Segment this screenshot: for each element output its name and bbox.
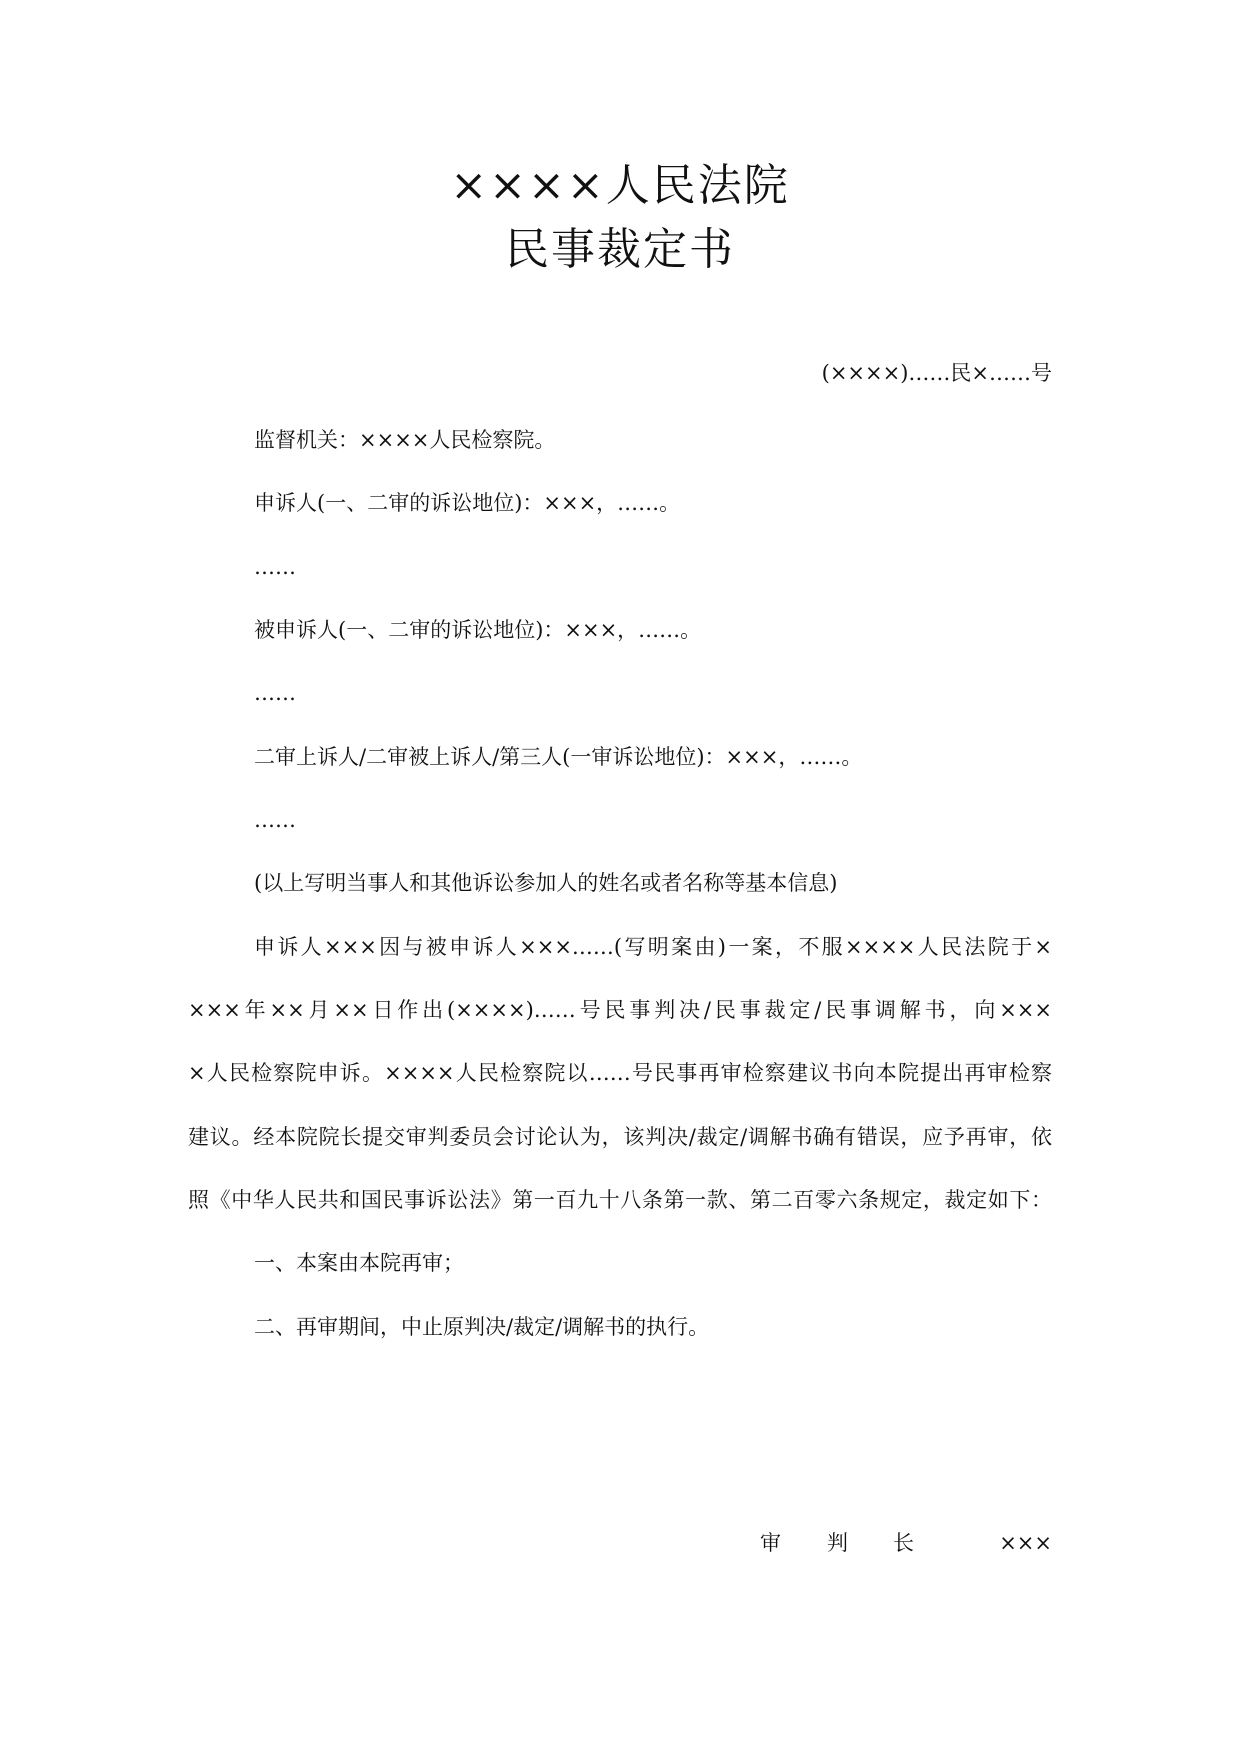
body-line: 照《中华人民共和国民事诉讼法》第一百九十八条第一款、第二百零六条规定，裁定如下： (188, 1188, 1052, 1212)
parties-note: (以上写明当事人和其他诉讼参加人的姓名或者名称等基本信息) (254, 871, 838, 895)
supervisory-organ: 监督机关：××××人民检察院。 (254, 428, 556, 452)
appellant: 申诉人(一、二审的诉讼地位)：×××，……。 (254, 491, 681, 515)
ellipsis-line: …… (254, 808, 296, 832)
respondent: 被申诉人(一、二审的诉讼地位)：×××，……。 (254, 618, 702, 642)
body-line: ×人民检察院申诉。××××人民检察院以……号民事再审检察建议书向本院提出再审检察 (188, 1061, 1052, 1085)
body-line: 建议。经本院院长提交审判委员会讨论认为，该判决/裁定/调解书确有错误，应予再审，依 (188, 1125, 1052, 1149)
court-name-title: ××××人民法院 (450, 160, 790, 211)
document-type-title: 民事裁定书 (505, 224, 735, 275)
body-line: 申诉人×××因与被申诉人×××……(写明案由)一案，不服××××人民法院于× (254, 935, 1052, 959)
body-line: ×××年××月××日作出(××××)……号民事判决/民事裁定/民事调解书，向××× (188, 998, 1052, 1022)
ruling-item: 二、再审期间，中止原判决/裁定/调解书的执行。 (254, 1315, 710, 1339)
case-number: (××××)……民×……号 (821, 361, 1052, 385)
signature-title-char: 判 (827, 1531, 848, 1555)
ellipsis-line: …… (254, 555, 296, 579)
other-party: 二审上诉人/二审被上诉人/第三人(一审诉讼地位)：×××，……。 (254, 745, 863, 769)
ruling-item: 一、本案由本院再审； (254, 1251, 464, 1275)
signature-title-char: 长 (893, 1531, 914, 1555)
signature-name: ××× (999, 1531, 1052, 1555)
signature-title-char: 审 (760, 1531, 781, 1555)
ellipsis-line: …… (254, 681, 296, 705)
